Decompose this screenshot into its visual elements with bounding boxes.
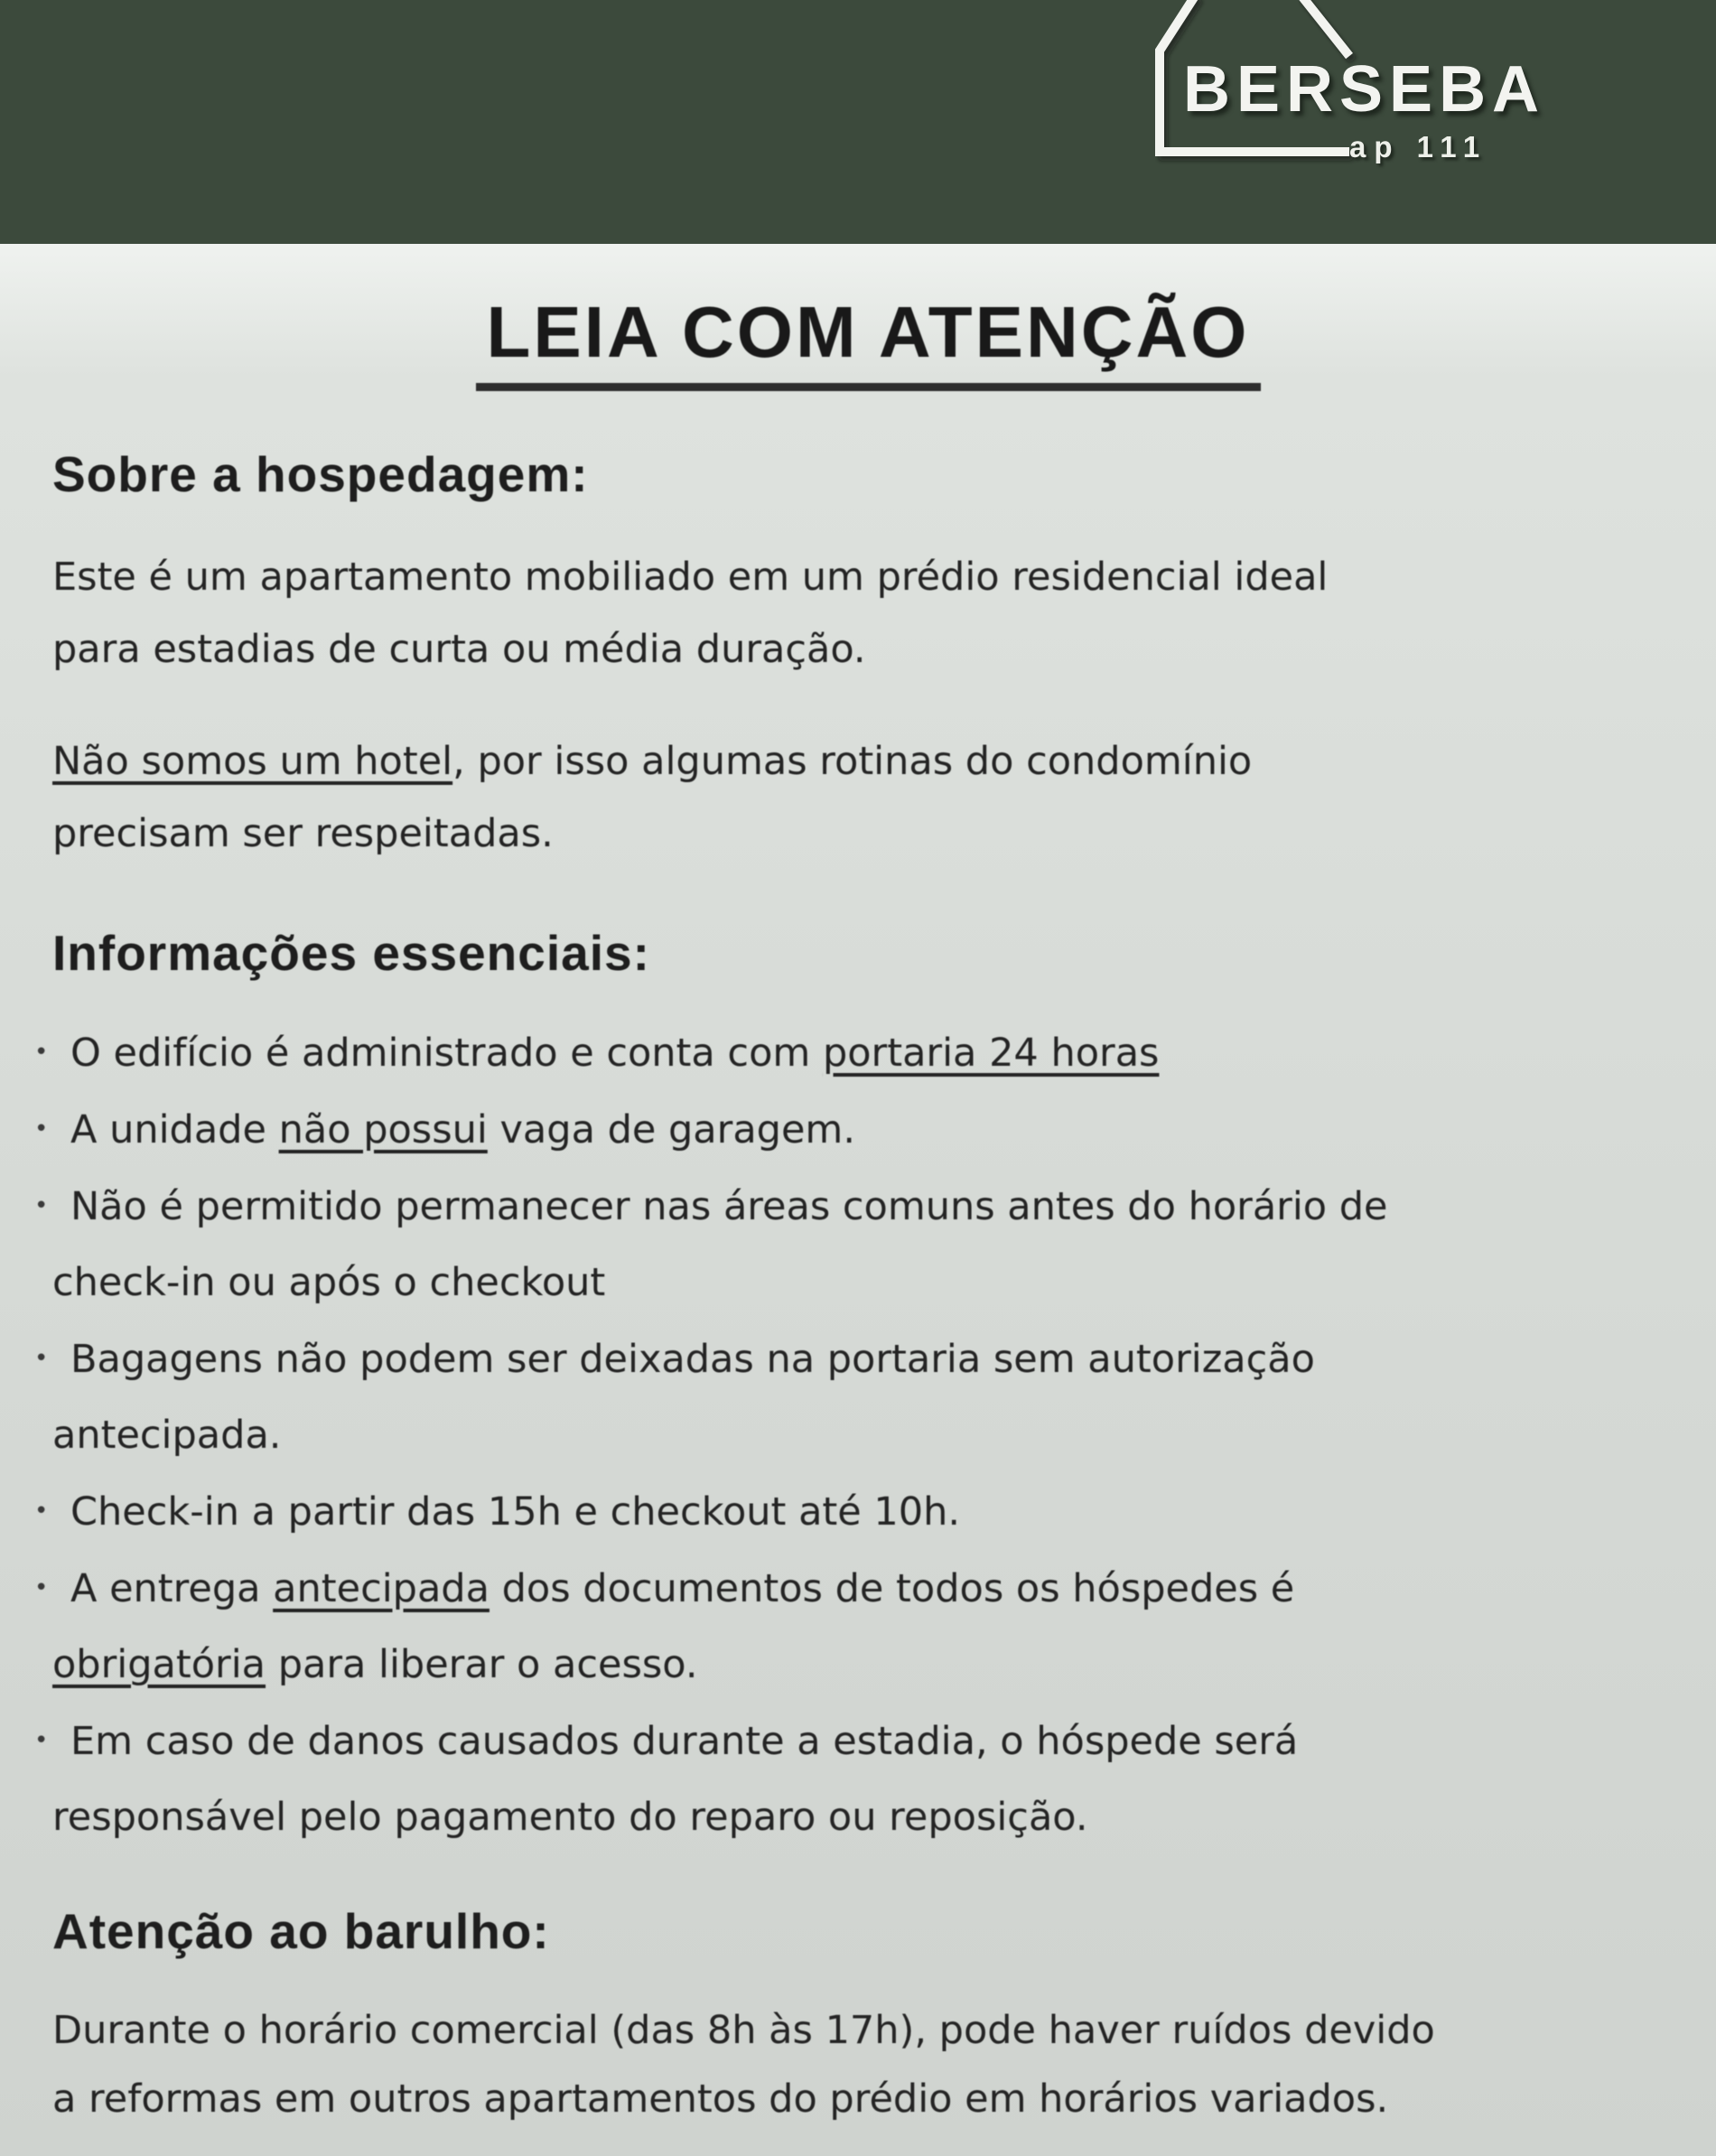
section-heading: [52, 926, 1683, 980]
text-run: Sobre a hospedagem:: [52, 446, 589, 502]
text-run: Não é permitido permanecer nas áreas comuns antes do horário de: [70, 1184, 1388, 1229]
text-run: Bagagens não podem ser deixadas na portaria sem autorização: [70, 1337, 1315, 1382]
text-line: [52, 798, 1683, 870]
text-run: Atenção ao barulho:: [52, 1903, 550, 1959]
text-run: Este é um apartamento mobiliado em um prédio residencial ideal: [52, 555, 1329, 600]
bullet-marker: •: [34, 1115, 49, 1143]
paragraph: [52, 1996, 1683, 2133]
text-run: responsável pelo pagamento do reparo ou reposição.: [52, 1795, 1088, 1840]
notice-paper: [0, 244, 1716, 2156]
text-line: [34, 1014, 1683, 1091]
text-run: A unidade: [70, 1107, 279, 1153]
bullet-marker: •: [34, 1039, 49, 1066]
text-line: [52, 1397, 1683, 1473]
text-line: [52, 1627, 1683, 1703]
text-run: precisam ser respeitadas.: [52, 811, 554, 856]
text-line: [34, 1091, 1683, 1168]
bullet-marker: •: [34, 1574, 49, 1601]
list-item: [34, 1321, 1683, 1473]
text-run: O edifício é administrado e conta com: [70, 1031, 823, 1076]
text-run: antecipada.: [52, 1413, 282, 1458]
underlined-text: Não somos um hotel: [52, 739, 453, 784]
text-run: Check-in a partir das 15h e checkout até 10h.: [70, 1489, 961, 1535]
paragraph: [52, 541, 1683, 686]
text-run: , por isso algumas rotinas do condomínio: [452, 739, 1253, 784]
notice-content: [34, 244, 1683, 2133]
text-line: [34, 1168, 1683, 1245]
text-line: [52, 613, 1683, 686]
bullet-marker: •: [34, 1727, 49, 1754]
list-item: [34, 1091, 1683, 1168]
text-run: A entrega: [70, 1566, 274, 1611]
bullet-marker: •: [34, 1345, 49, 1372]
text-line: [34, 1550, 1683, 1627]
list-item: [34, 1168, 1683, 1321]
text-run: Em caso de danos causados durante a estadia, o hóspede será: [70, 1719, 1299, 1764]
paragraph: [52, 725, 1683, 870]
logo-subtext: ap 111: [1349, 130, 1488, 163]
text-line: [52, 2065, 1683, 2133]
bullet-marker: •: [34, 1192, 49, 1219]
brand-logo: [1140, 0, 1682, 235]
bullet-marker: •: [34, 1498, 49, 1525]
text-line: [52, 725, 1683, 798]
text-run: dos documentos de todos os hóspedes é: [489, 1566, 1295, 1611]
underlined-text: antecipada: [273, 1566, 490, 1611]
brand-name: BERSEBA: [1183, 53, 1546, 126]
brand-header: [0, 0, 1716, 244]
text-run: para liberar o acesso.: [266, 1642, 698, 1687]
list-item: [34, 1473, 1683, 1550]
section-heading: [52, 1904, 1683, 1958]
text-run: Informações essenciais:: [52, 925, 650, 981]
text-line: [52, 447, 1683, 501]
list-item: [34, 1014, 1683, 1091]
text-line: [34, 1703, 1683, 1779]
text-run: Durante o horário comercial (das 8h às 17h), pode haver ruídos devido: [52, 2008, 1435, 2053]
text-run: vaga de garagem.: [487, 1107, 855, 1153]
text-line: [52, 1779, 1683, 1855]
text-line: [52, 926, 1683, 980]
text-run: a reformas em outros apartamentos do prédio em horários variados.: [52, 2077, 1389, 2122]
text-line: [52, 1904, 1683, 1958]
text-line: [52, 1996, 1683, 2065]
section-heading: [52, 447, 1683, 501]
text-line: [52, 1245, 1683, 1321]
text-line: [34, 1473, 1683, 1550]
text-line: [34, 1321, 1683, 1397]
text-run: para estadias de curta ou média duração.: [52, 627, 866, 672]
rules-list: [34, 1014, 1683, 1855]
list-item: [34, 1703, 1683, 1855]
list-item: [34, 1550, 1683, 1703]
page-title: LEIA COM ATENÇÃO: [476, 291, 1261, 391]
underlined-text: obrigatória: [52, 1642, 266, 1687]
content-blocks: [34, 446, 1683, 2133]
text-run: check-in ou após o checkout: [52, 1260, 606, 1305]
underlined-text: portaria 24 horas: [822, 1031, 1160, 1076]
underlined-text: não possui: [278, 1107, 488, 1153]
text-line: [52, 541, 1683, 613]
